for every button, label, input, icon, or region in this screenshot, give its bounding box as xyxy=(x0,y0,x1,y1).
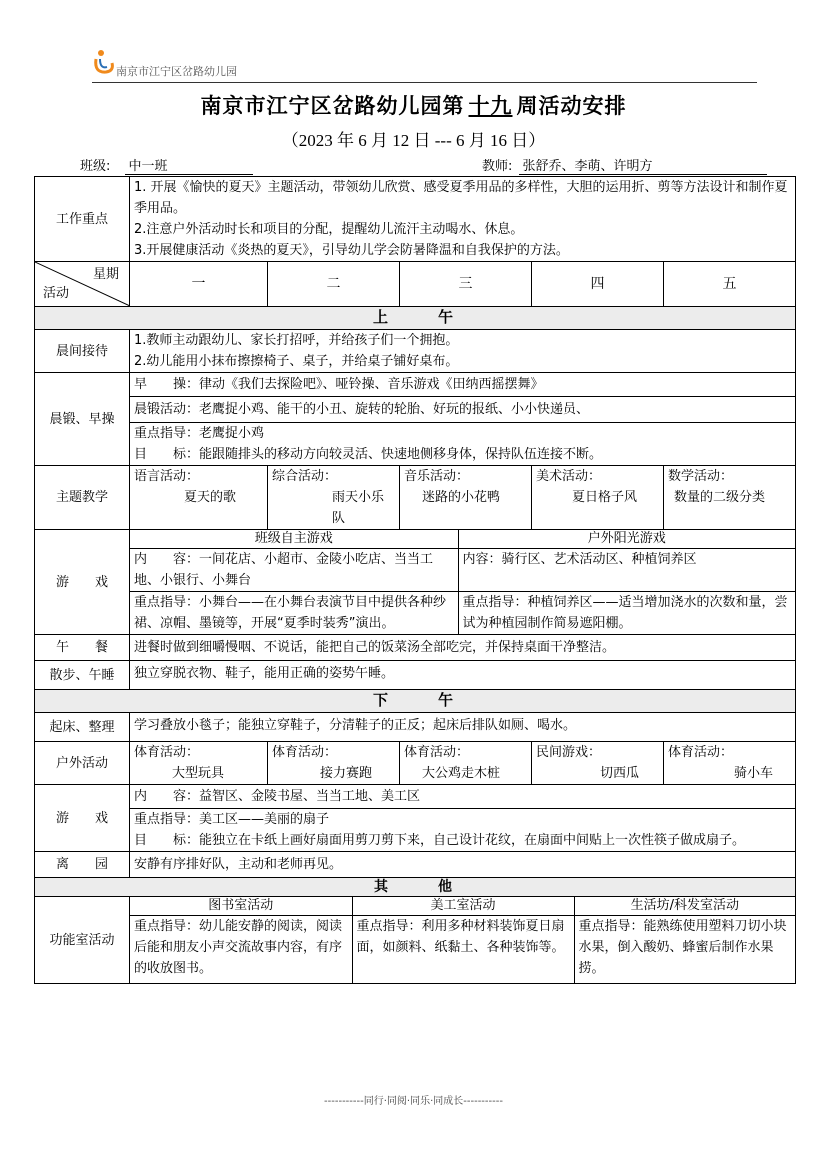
exercise-label: 晨锻、早操 xyxy=(35,373,130,466)
teacher-value: 张舒乔、李萌、许明方 xyxy=(519,155,767,175)
morning-games-content xyxy=(130,530,796,635)
art-room-text: 重点指导：利用多种材料装饰夏日扇面，如颜料、纸黏土、各种装饰等。 xyxy=(352,916,574,984)
wakeup-content: 学习叠放小毯子；能独立穿鞋子，分清鞋子的正反；起床后排队如厕、喝水。 xyxy=(130,713,796,742)
afternoon-games-content xyxy=(130,785,796,852)
day-header-fri: 五 xyxy=(664,262,796,307)
title-suffix: 周活动安排 xyxy=(516,93,627,118)
theme-topic: 数量的二级分类 xyxy=(674,490,766,505)
function-room-row xyxy=(35,897,796,984)
function-room-grid xyxy=(130,897,795,983)
schedule-table xyxy=(34,176,796,984)
outdoor-activity: 切西瓜 xyxy=(600,766,640,781)
afternoon-section-title: 下午 xyxy=(35,690,796,713)
teacher-label: 教师: xyxy=(482,159,513,174)
outdoor-games-title: 户外阳光游戏 xyxy=(458,530,795,549)
nap-row xyxy=(35,661,796,690)
work-focus-item: 2.注意户外活动时长和项目的分配，提醒幼儿流汗主动喝水、休息。 xyxy=(134,222,524,237)
lunch-row xyxy=(35,635,796,661)
afternoon-games-label: 游 戏 xyxy=(35,785,130,852)
outdoor-activity: 骑小车 xyxy=(734,766,774,781)
life-room-title: 生活坊/科发室活动 xyxy=(574,897,795,916)
afternoon-games-areas: 内 容：益智区、金陵书屋、当当工地、美工区 xyxy=(134,789,421,804)
morning-games-row xyxy=(35,530,796,635)
work-focus-item: 3.开展健康活动《炎热的夏天》，引导幼儿学会防暑降温和自我保护的方法。 xyxy=(134,243,569,258)
life-room-text: 重点指导：能熟练使用塑料刀切小块水果，倒入酸奶、蜂蜜后制作水果捞。 xyxy=(578,919,787,976)
afternoon-games-goal: 目 标：能独立在卡纸上画好扇面用剪刀剪下来，自己设计花纹，在扇面中间贴上一次性筷子做成扇子。 xyxy=(134,833,746,848)
corner-activity-label: 活动 xyxy=(43,286,70,301)
exercise-activities-text: 晨锻活动：老鹰捉小鸡、能干的小丑、旋转的轮胎、好玩的报纸、小小快递员、 xyxy=(130,396,795,422)
library-room-title: 图书室活动 xyxy=(130,897,352,916)
nap-label: 散步、午睡 xyxy=(35,661,130,690)
lunch-label: 午 餐 xyxy=(35,635,130,661)
outdoor-row xyxy=(35,742,796,785)
morning-exercise-text: 早 操：律动《我们去探险吧》、哑铃操、音乐游戏《田纳西摇摆舞》 xyxy=(134,377,544,392)
theme-subject: 美术活动： xyxy=(536,469,602,484)
outdoor-games-guide: 重点指导：种植饲养区——适当增加浇水的次数和量，尝试为种植园制作简易遮阳棚。 xyxy=(462,595,788,631)
outdoor-cell-tue xyxy=(268,742,400,785)
diagonal-corner-cell xyxy=(35,262,130,307)
outdoor-type: 体育活动： xyxy=(134,745,200,760)
class-games-title: 班级自主游戏 xyxy=(130,530,458,549)
morning-section-title: 上午 xyxy=(35,307,796,330)
work-focus-item: 1. 开展《愉快的夏天》主题活动，带领幼儿欣赏、感受夏季用品的多样性，大胆的运用折、剪等方法设计和制作夏季用品。 xyxy=(134,180,788,216)
library-room-text: 重点指导：幼儿能安静的阅读，阅读后能和朋友小声交流故事内容，有序的收放图书。 xyxy=(130,916,352,984)
exercise-row xyxy=(35,373,796,466)
class-label: 班级: xyxy=(80,159,111,174)
outdoor-type: 体育活动： xyxy=(668,745,734,760)
class-games-content: 内 容：一间花店、小超市、金陵小吃店、当当工地、小银行、小舞台 xyxy=(130,549,458,592)
date-range: （2023 年 6 月 12 日 --- 6 月 16 日） xyxy=(281,131,546,150)
other-section-title: 其他 xyxy=(35,878,796,897)
art-room-title: 美工室活动 xyxy=(352,897,574,916)
exercise-guide-text: 重点指导：老鹰捉小鸡 xyxy=(130,422,795,444)
leave-label: 离 园 xyxy=(35,852,130,878)
logo-icon xyxy=(92,47,116,75)
day-header-tue: 二 xyxy=(268,262,400,307)
class-info xyxy=(80,155,253,175)
reception-row xyxy=(35,330,796,373)
theme-cell-mon xyxy=(130,466,268,530)
class-games-guide: 重点指导：小舞台——在小舞台表演节目中提供各种纱裙、凉帽、墨镜等，开展“夏季时装秀”演出。 xyxy=(130,592,458,635)
theme-subject: 综合活动： xyxy=(272,469,338,484)
morning-games-grid xyxy=(130,530,795,634)
title-prefix: 南京市江宁区岔路幼儿园第 xyxy=(200,93,465,118)
teacher-info xyxy=(482,155,767,175)
theme-cell-fri xyxy=(664,466,796,530)
header-divider xyxy=(92,82,757,83)
afternoon-games-row xyxy=(35,785,796,852)
outdoor-label: 户外活动 xyxy=(35,742,130,785)
function-room-content xyxy=(130,897,796,984)
function-room-label: 功能室活动 xyxy=(35,897,130,984)
outdoor-activity: 接力赛跑 xyxy=(320,766,373,781)
class-value: 中一班 xyxy=(125,155,253,175)
theme-subject: 语言活动： xyxy=(134,469,200,484)
outdoor-activity: 大型玩具 xyxy=(172,766,225,781)
theme-topic: 夏天的歌 xyxy=(184,490,237,505)
morning-section-row xyxy=(35,307,796,330)
wakeup-row xyxy=(35,713,796,742)
outdoor-cell-thu xyxy=(532,742,664,785)
theme-teaching-row xyxy=(35,466,796,530)
logo-text: 南京市江宁区岔路幼儿园 xyxy=(116,65,237,78)
afternoon-section-row xyxy=(35,690,796,713)
outdoor-activity: 大公鸡走木桩 xyxy=(422,766,501,781)
leave-content: 安静有序排好队，主动和老师再见。 xyxy=(130,852,796,878)
reception-item: 2.幼儿能用小抹布擦擦椅子、桌子，并给桌子铺好桌布。 xyxy=(134,354,459,369)
exercise-content xyxy=(130,373,796,466)
theme-cell-wed xyxy=(400,466,532,530)
theme-topic: 迷路的小花鸭 xyxy=(422,490,501,505)
theme-teaching-label: 主题教学 xyxy=(35,466,130,530)
work-focus-content xyxy=(130,177,796,262)
theme-subject: 数学活动： xyxy=(668,469,734,484)
day-header-wed: 三 xyxy=(400,262,532,307)
wakeup-label: 起床、整理 xyxy=(35,713,130,742)
outdoor-type: 民间游戏： xyxy=(536,745,602,760)
outdoor-games-content: 内容：骑行区、艺术活动区、种植饲养区 xyxy=(458,549,795,592)
days-header-row xyxy=(35,262,796,307)
afternoon-games-guide: 重点指导：美工区——美丽的扇子 xyxy=(130,808,795,830)
reception-item: 1.教师主动跟幼儿、家长打招呼，并给孩子们一个拥抱。 xyxy=(134,333,459,348)
exercise-goal-text: 目 标：能跟随排头的移动方向较灵活、快速地侧移身体，保持队伍连接不断。 xyxy=(134,447,603,462)
other-section-row xyxy=(35,878,796,897)
lunch-content: 进餐时做到细嚼慢咽、不说话，能把自己的饭菜汤全部吃完，并保持桌面干净整洁。 xyxy=(130,635,796,661)
reception-label: 晨间接待 xyxy=(35,330,130,373)
work-focus-label: 工作重点 xyxy=(35,177,130,262)
footer-slogan: -----------同行·同阅·同乐·同成长----------- xyxy=(324,1096,503,1107)
theme-topic: 夏日格子风 xyxy=(572,490,638,505)
theme-subject: 音乐活动： xyxy=(404,469,470,484)
outdoor-cell-mon xyxy=(130,742,268,785)
work-focus-row xyxy=(35,177,796,262)
theme-cell-tue xyxy=(268,466,400,530)
corner-weekday-label: 星期 xyxy=(92,267,119,282)
morning-games-label: 游 戏 xyxy=(35,530,130,635)
week-number: 十九 xyxy=(468,93,513,118)
day-header-mon: 一 xyxy=(130,262,268,307)
day-header-thu: 四 xyxy=(532,262,664,307)
outdoor-type: 体育活动： xyxy=(404,745,470,760)
outdoor-cell-wed xyxy=(400,742,532,785)
theme-cell-thu xyxy=(532,466,664,530)
outdoor-cell-fri xyxy=(664,742,796,785)
reception-content xyxy=(130,330,796,373)
outdoor-type: 体育活动： xyxy=(272,745,338,760)
theme-topic: 雨天小乐队 xyxy=(332,490,385,526)
nap-content: 独立穿脱衣物、鞋子，能用正确的姿势午睡。 xyxy=(130,661,796,690)
page-title xyxy=(0,90,827,120)
leave-row xyxy=(35,852,796,878)
